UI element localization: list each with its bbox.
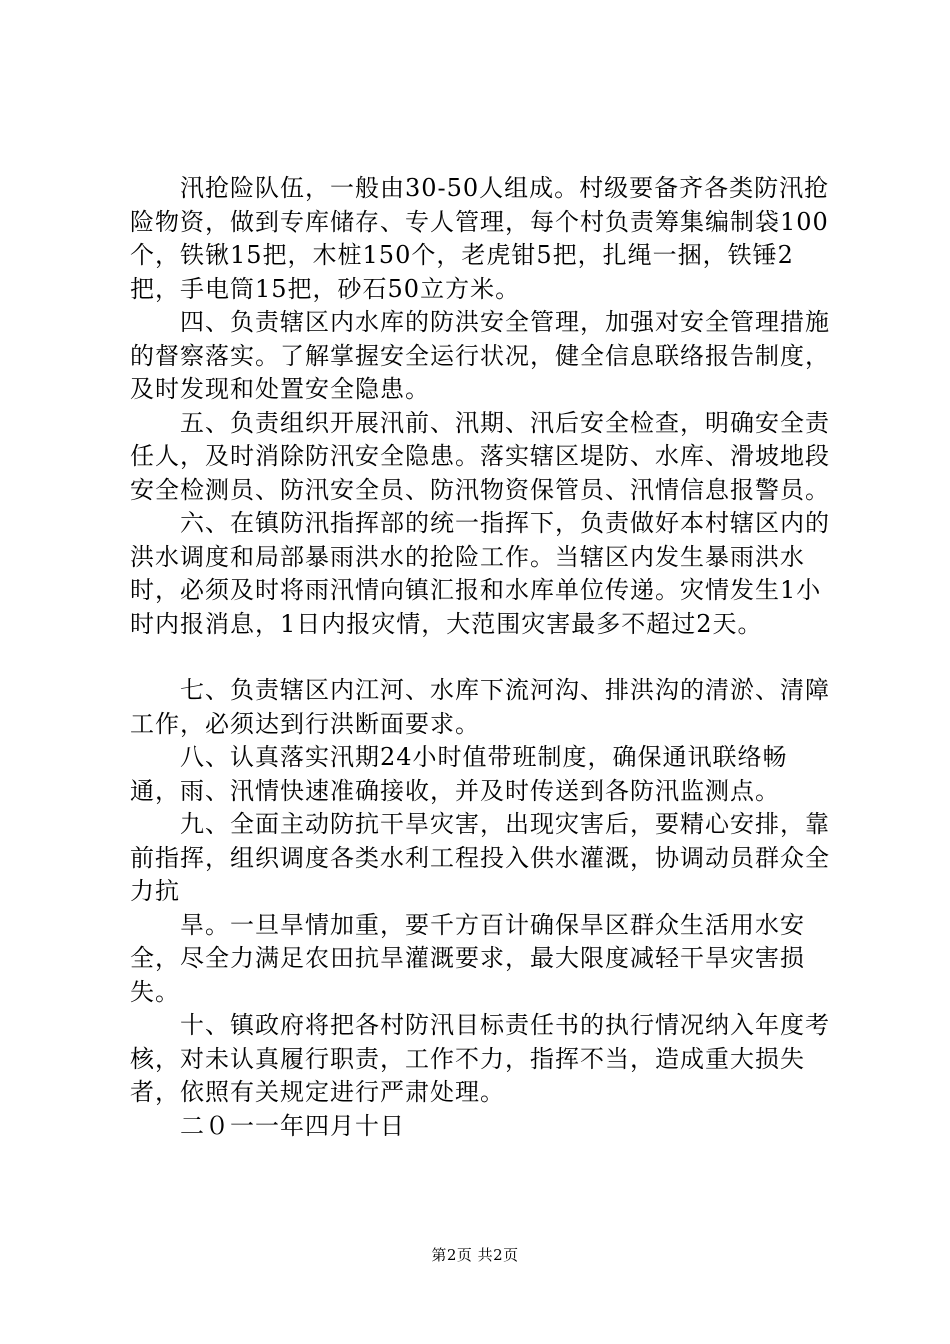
page-footer — [0, 1244, 950, 1265]
paragraph-item-10: 十、镇政府将把各村防汛目标责任书的执行情况纳入年度考核，对未认真履行职责，工作不力，指挥不当，造成重大损失者，依照有关规定进行严肃处理。 — [130, 1011, 830, 1106]
document-date: 二０一一年四月十日 — [180, 1111, 405, 1140]
paragraph-item-9-continued: 旱。一旦旱情加重，要千方百计确保旱区群众生活用水安全，尽全力满足农田抗旱灌溉要求，最大限度减轻干旱灾害损失。 — [130, 910, 805, 1006]
document-body — [130, 172, 830, 1143]
paragraph-item-8: 八、认真落实汛期24小时值带班制度，确保通讯联络畅通，雨、汛情快速准确接收，并及时传送到各防汛监测点。 — [130, 743, 788, 805]
page-number: 第2页 共2页 — [431, 1246, 519, 1264]
paragraph-continued: 汛抢险队伍，一般由30-50人组成。村级要备齐各类防汛抢险物资，做到专库储存、专人管理，每个村负责筹集编制袋100个，铁锹15把，木桩150个，老虎钳5把，扎绳一捆，铁锤2把，手电筒15把，砂石50立方米。 — [130, 174, 830, 303]
paragraph-item-4: 四、负责辖区内水库的防洪安全管理，加强对安全管理措施的督察落实。了解掌握安全运行状况，健全信息联络报告制度，及时发现和处置安全隐患。 — [130, 308, 830, 403]
paragraph-item-9: 九、全面主动防抗干旱灾害，出现灾害后，要精心安排，靠前指挥，组织调度各类水利工程投入供水灌溉，协调动员群众全力抗 — [130, 810, 830, 905]
paragraph-item-7: 七、负责辖区内江河、水库下流河沟、排洪沟的清淤、清障工作，必须达到行洪断面要求。 — [130, 676, 830, 738]
paragraph-item-5: 五、负责组织开展汛前、汛期、汛后安全检查，明确安全责任人，及时消除防汛安全隐患。落实辖区堤防、水库、滑坡地段安全检测员、防汛安全员、防汛物资保管员、汛情信息报警员。 — [130, 408, 830, 504]
paragraph-item-6: 六、在镇防汛指挥部的统一指挥下，负责做好本村辖区内的洪水调度和局部暴雨洪水的抢险工作。当辖区内发生暴雨洪水时，必须及时将雨汛情向镇汇报和水库单位传递。灾情发生1小时内报消息，1日内报灾情，大范围灾害最多不超过2天。 — [130, 509, 830, 638]
